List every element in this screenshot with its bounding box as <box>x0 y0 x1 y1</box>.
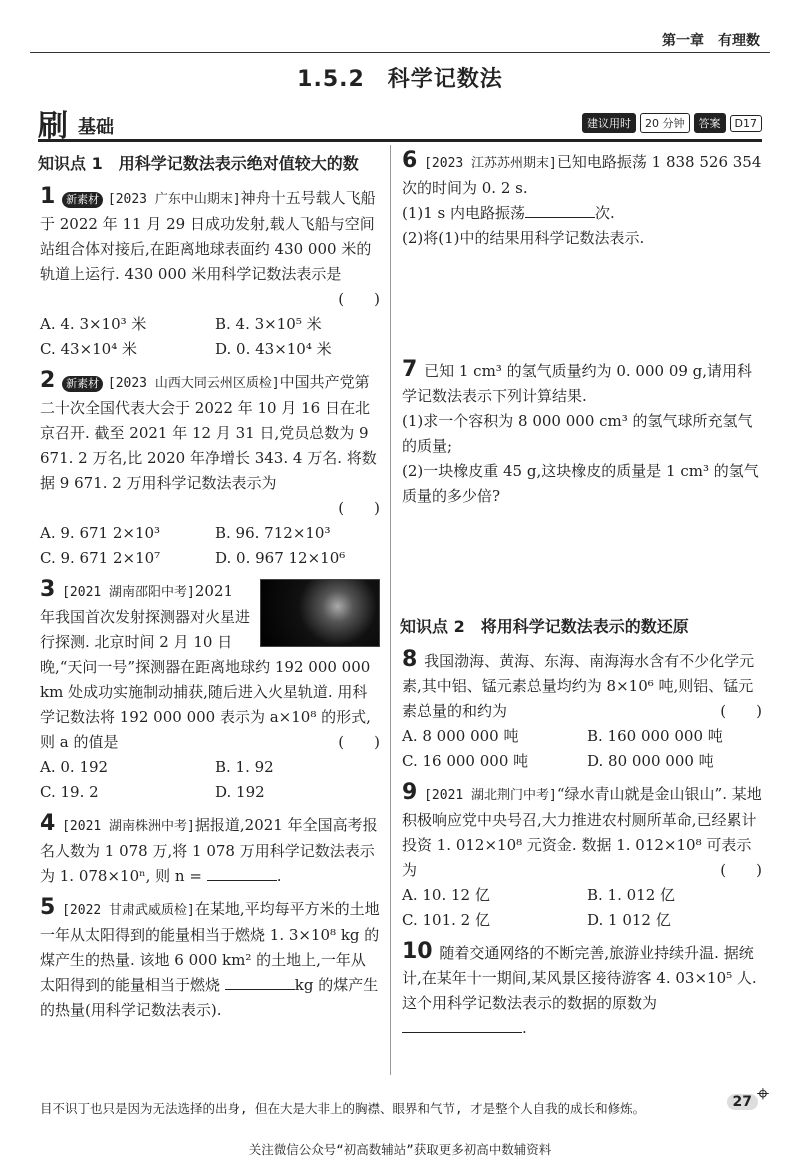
column-divider <box>390 145 391 1075</box>
option-b: B. 96. 712×10³ <box>215 524 331 542</box>
answer-paren: ( ) <box>720 861 762 879</box>
option-d: D. 80 000 000 吨 <box>587 752 714 770</box>
new-material-badge: 新素材 <box>62 376 103 392</box>
question-text: 据报道,2021 年全国高考报名人数为 1 078 万,将 1 078 万用科学记数法表示为 1. 078×10ⁿ, 则 n = <box>40 816 378 885</box>
options <box>402 883 762 933</box>
knowledge-point-2: 知识点 2 将用科学记数法表示的数还原 <box>400 617 689 636</box>
question-text: 已知电路振荡 1 838 526 354 次的时间为 0. 2 s. <box>402 153 762 197</box>
sub-question-2: (2)将(1)中的结果用科学记数法表示. <box>402 229 645 247</box>
question-text: “绿水青山就是金山银山”. 某地积极响应党中央号召,大力推进农村厕所革命,已经累计投资 1. 012×10⁸ 元资金. 数据 1. 012×10⁸ 可表示为 <box>402 785 762 879</box>
answer-blank[interactable] <box>225 975 295 990</box>
answer-space[interactable] <box>402 509 762 609</box>
question-tail: . <box>276 867 282 885</box>
option-b: B. 1. 92 <box>215 758 274 776</box>
option-c: C. 16 000 000 吨 <box>402 752 529 770</box>
option-c: C. 101. 2 亿 <box>402 911 490 929</box>
option-b: B. 160 000 000 吨 <box>587 727 723 745</box>
knowledge-point-1: 知识点 1 用科学记数法表示绝对值较大的数 <box>38 154 359 173</box>
answer-paren: ( ) <box>338 499 380 517</box>
question-source: [2023 山西大同云州区质检] <box>107 376 280 391</box>
suggest-time-label: 建议用时 <box>582 113 636 133</box>
question-2 <box>38 368 380 571</box>
question-tail: kg 的煤产生的热量(用科学记数法表示). <box>40 976 379 1019</box>
page-number: 27 <box>727 1094 758 1110</box>
question-text: 我国渤海、黄海、东海、南海海水含有不少化学元素,其中铝、锰元素总量均约为 8×10⁶ 吨,则铝、锰元素总量的和约为 <box>402 652 755 720</box>
level-label: 基础 <box>78 117 114 138</box>
footer-quote: 目不识丁也只是因为无法选择的出身, 但在大是大非上的胸襟、眼界和气节, 才是整个人自我的成长和修炼。 <box>40 1101 646 1116</box>
answer-blank[interactable] <box>207 866 277 881</box>
option-a: A. 4. 3×10³ 米 <box>40 315 147 333</box>
sub-question-1-tail: 次. <box>595 204 615 222</box>
option-d: D. 1 012 亿 <box>587 911 671 929</box>
question-number: 6 <box>402 148 418 173</box>
question-source: [2021 湖南邵阳中考] <box>62 585 195 600</box>
option-b: B. 4. 3×10⁵ 米 <box>215 315 322 333</box>
question-number: 7 <box>402 357 418 382</box>
options <box>40 755 380 805</box>
option-a: A. 0. 192 <box>40 758 109 776</box>
left-column <box>38 148 380 1029</box>
option-b: B. 1. 012 亿 <box>587 886 676 904</box>
option-c: C. 9. 671 2×10⁷ <box>40 549 161 567</box>
question-4 <box>38 811 380 889</box>
answer-page: D17 <box>730 115 762 132</box>
option-d: D. 0. 43×10⁴ 米 <box>215 340 332 358</box>
question-number: 8 <box>402 647 418 672</box>
option-c: C. 43×10⁴ 米 <box>40 340 138 358</box>
question-text: 中国共产党第二十次全国代表大会于 2022 年 10 月 16 日在北京召开. 截至 2021 年 12 月 31 日,党员总数为 9 671. 2 万名,比 2020 年净增长 343. 4 万名. 将数据 9 671. 2 万用科学记数法表示为 <box>40 373 377 492</box>
question-source: [2023 广东中山期末] <box>107 192 241 207</box>
question-tail: . <box>522 1019 527 1037</box>
question-text: 神舟十五号载人飞船于 2022 年 11 月 29 日成功发射,载人飞船与空间站组合体对接后,在距离地球表面约 430 000 米的轨道上运行. 430 000 米用科学记数法表示是 <box>40 189 376 283</box>
option-d: D. 0. 967 12×10⁶ <box>215 549 346 567</box>
compass-icon: ⌖ <box>756 1082 770 1107</box>
banner-meta <box>582 113 762 133</box>
brush-label: 刷 <box>38 109 68 144</box>
new-material-badge: 新素材 <box>62 192 103 208</box>
option-d: D. 192 <box>215 783 265 801</box>
option-a: A. 9. 671 2×10³ <box>40 524 161 542</box>
question-number: 9 <box>402 780 418 805</box>
footer-promo: 关注微信公众号“初高数辅站”获取更多初高中数辅资料 <box>248 1142 552 1157</box>
sub-question-1: (1)求一个容积为 8 000 000 cm³ 的氢气球所充氢气的质量; <box>402 412 753 455</box>
sub-question-1: (1)1 s 内电路振荡 <box>402 204 526 222</box>
question-6 <box>400 148 762 351</box>
mars-probe-image <box>260 579 380 647</box>
options <box>40 312 380 362</box>
suggest-time-value: 20 分钟 <box>640 113 690 133</box>
section-title: 1.5.2 科学记数法 <box>297 67 503 92</box>
answer-space[interactable] <box>402 251 762 351</box>
question-text: 在某地,平均每平方米的土地一年从太阳得到的能量相当于燃烧 1. 3×10⁸ kg 的煤产生的热量. 该地 6 000 km² 的土地上,一年从太阳得到的能量相当于燃烧 <box>40 900 380 994</box>
answer-blank[interactable] <box>402 1018 522 1033</box>
question-3 <box>38 577 380 805</box>
question-number: 2 <box>40 368 56 393</box>
question-text: 已知 1 cm³ 的氢气质量约为 0. 000 09 g,请用科学记数法表示下列计算结果. <box>402 362 753 405</box>
question-9 <box>400 780 762 933</box>
question-source: [2021 湖南株洲中考] <box>62 819 195 834</box>
question-number: 3 <box>40 577 56 602</box>
answer-blank[interactable] <box>525 203 595 218</box>
question-number: 4 <box>40 811 56 836</box>
question-8 <box>400 647 762 774</box>
option-a: A. 8 000 000 吨 <box>402 727 519 745</box>
question-text: 随着交通网络的不断完善,旅游业持续升温. 据统计,在某年十一期间,某风景区接待游客 4. 03×10⁵ 人. 这个用科学记数法表示的数据的原数为 <box>402 944 757 1012</box>
sub-question-2: (2)一块橡皮重 45 g,这块橡皮的质量是 1 cm³ 的氢气质量的多少倍? <box>402 462 759 505</box>
header-rule <box>30 52 770 53</box>
answer-paren: ( ) <box>338 290 380 308</box>
option-a: A. 10. 12 亿 <box>402 886 490 904</box>
question-1 <box>38 184 380 362</box>
question-text: 2021 年我国首次发射探测器对火星进行探测. 北京时间 2 月 10 日晚,“天问一号”探测器在距离地球约 192 000 000 km 处成功实施制动捕获,随后进入火星轨道. 用科学记数法将 192 000 000 表示为 a×10⁸ 的形式,则 a 的值是 <box>40 582 371 751</box>
answer-paren: ( ) <box>720 702 762 720</box>
options <box>40 521 380 571</box>
question-7 <box>400 357 762 609</box>
right-column <box>400 148 762 1047</box>
question-source: [2021 湖北荆门中考] <box>424 788 557 803</box>
practice-banner <box>38 105 762 142</box>
answer-paren: ( ) <box>338 733 380 751</box>
question-source: [2023 江苏苏州期末] <box>424 156 557 171</box>
options <box>402 724 762 774</box>
question-number: 1 <box>40 184 56 209</box>
question-5 <box>38 895 380 1023</box>
chapter-header: 第一章 有理数 <box>662 33 760 49</box>
question-number: 10 <box>402 939 433 964</box>
question-number: 5 <box>40 895 56 920</box>
question-10 <box>400 939 762 1041</box>
answer-label: 答案 <box>694 113 726 133</box>
option-c: C. 19. 2 <box>40 783 99 801</box>
question-source: [2022 甘肃武威质检] <box>62 903 195 918</box>
